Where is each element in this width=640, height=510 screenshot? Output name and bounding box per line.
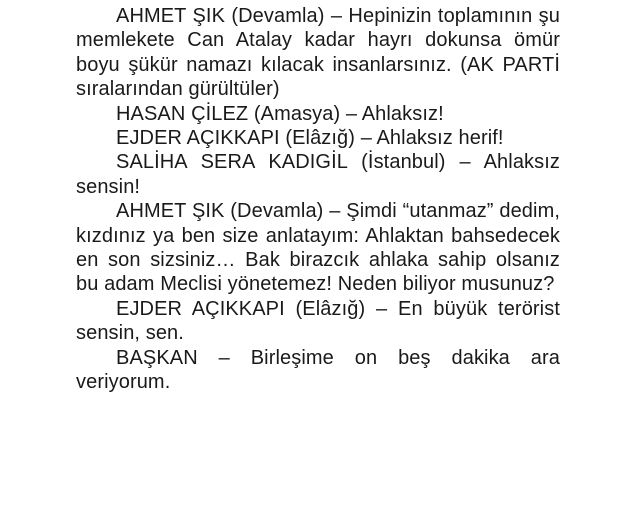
dash-separator: – bbox=[340, 102, 362, 125]
speaker-name: AHMET ŞIK (Devamla) bbox=[116, 5, 325, 27]
speech-text: Ahlaksız! bbox=[361, 102, 444, 125]
speech-text: Şimdi “utanmaz” dedim, kızdınız ya ben size anlatayım: Ahlaktan bahsedecek en son sizsiniz… Bak birazcık ahlaka sahip olsanız bu adam Meclisi yönetemez! Neden biliyor musunuz? bbox=[76, 200, 560, 296]
dash-separator: – bbox=[197, 346, 251, 369]
speech-text: En büyük terörist sensin, sen. bbox=[76, 297, 560, 345]
transcript-paragraph bbox=[76, 150, 560, 199]
dash-separator: – bbox=[365, 297, 398, 320]
speaker-name: BAŞKAN bbox=[116, 346, 198, 369]
speaker-name: AHMET ŞIK (Devamla) bbox=[116, 200, 324, 223]
transcript-paragraph bbox=[76, 102, 560, 126]
speaker-name: SALİHA SERA KADIGİL (İstanbul) bbox=[116, 151, 446, 174]
transcript-paragraph bbox=[76, 126, 560, 150]
dash-separator: – bbox=[324, 5, 349, 27]
speech-text: Hepinizin toplamının şu memlekete Can Atalay kadar hayrı dokunsa ömür boyu şükür namazı kılacak insanlarsınız. (AK PARTİ sıralarından gürültüler) bbox=[76, 5, 560, 101]
speech-text: Birleşime on beş dakika ara veriyorum. bbox=[76, 346, 560, 394]
speaker-name: EJDER AÇIKKAPI (Elâzığ) bbox=[116, 297, 366, 320]
speech-text: Ahlaksız herif! bbox=[376, 127, 504, 150]
dash-separator: – bbox=[445, 151, 484, 174]
transcript-paragraph bbox=[76, 346, 560, 395]
dash-separator: – bbox=[355, 127, 377, 150]
speaker-name: EJDER AÇIKKAPI (Elâzığ) bbox=[116, 127, 356, 150]
dash-separator: – bbox=[323, 200, 347, 223]
transcript-paragraph bbox=[76, 297, 560, 346]
transcript-page bbox=[76, 4, 560, 395]
transcript-paragraph bbox=[76, 4, 560, 102]
speaker-name: HASAN ÇİLEZ (Amasya) bbox=[116, 102, 341, 125]
speech-text: Ahlaksız sensin! bbox=[76, 151, 560, 198]
transcript-paragraph bbox=[76, 199, 560, 297]
